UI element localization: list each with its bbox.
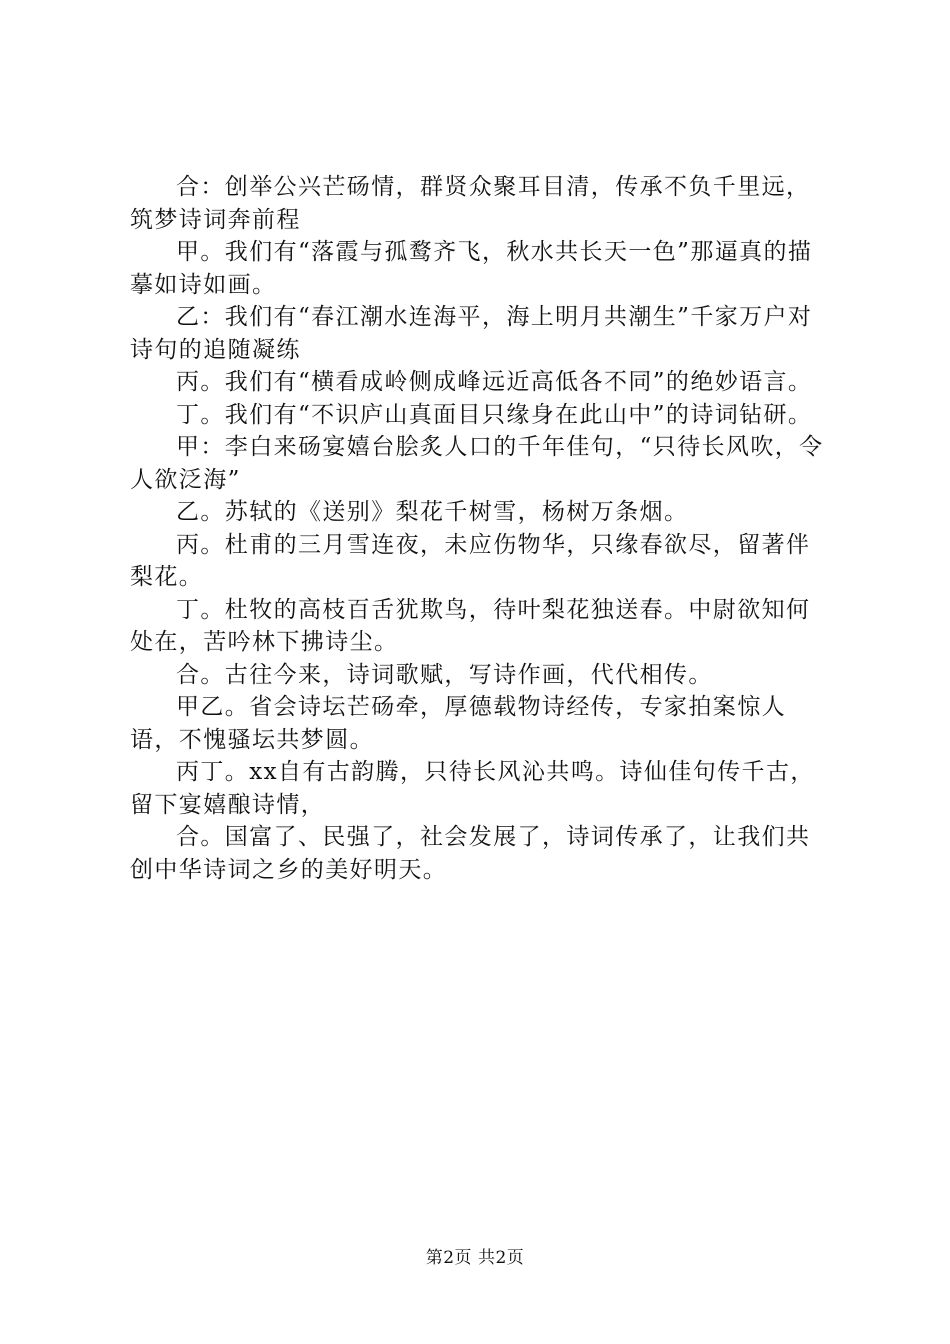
paragraph: 甲乙。省会诗坛芒砀牵，厚德载物诗经传，专家拍案惊人语，不愧骚坛共梦圆。	[130, 694, 786, 753]
paragraph: 乙：我们有“春江潮水连海平，海上明月共潮生”千家万户对诗句的追随凝练	[130, 304, 813, 363]
paragraph: 丙。我们有“横看成岭侧成峰远近高低各不同”的绝妙语言。	[176, 369, 813, 395]
page-number-label: 第2页 共2页	[425, 1248, 525, 1268]
paragraph: 合。古往今来，诗词歌赋，写诗作画，代代相传。	[176, 661, 713, 688]
paragraph: 乙。苏轼的《送别》梨花千树雪，杨树万条烟。	[176, 499, 689, 525]
document-body	[130, 171, 830, 886]
paragraph: 合：创举公兴芒砀情，群贤众聚耳目清，传承不负千里远，筑梦诗词奔前程	[130, 174, 811, 233]
paragraph: 丁。杜牧的高枝百舌犹欺鸟，待叶梨花独送春。中尉欲知何处在，苦吟林下拂诗尘。	[130, 596, 811, 655]
paragraph: 甲。我们有“落霞与孤鹜齐飞，秋水共长天一色”那逼真的描摹如诗如画。	[130, 239, 813, 298]
paragraph: 甲：李白来砀宴嬉台脍炙人口的千年佳句，“只待长风吹，令人欲泛海”	[130, 434, 824, 493]
paragraph: 丙。杜甫的三月雪连夜，未应伤物华，只缘春欲尽，留著伴梨花。	[130, 531, 811, 590]
paragraph: 合。国富了、民强了，社会发展了，诗词传承了，让我们共创中华诗词之乡的美好明天。	[130, 824, 811, 883]
paragraph: 丙丁。xx自有古韵腾，只待长风沁共鸣。诗仙佳句传千古，留下宴嬉酿诗情，	[130, 759, 815, 818]
page-footer	[0, 1243, 950, 1268]
paragraph: 丁。我们有“不识庐山真面目只缘身在此山中”的诗词钻研。	[176, 401, 813, 428]
